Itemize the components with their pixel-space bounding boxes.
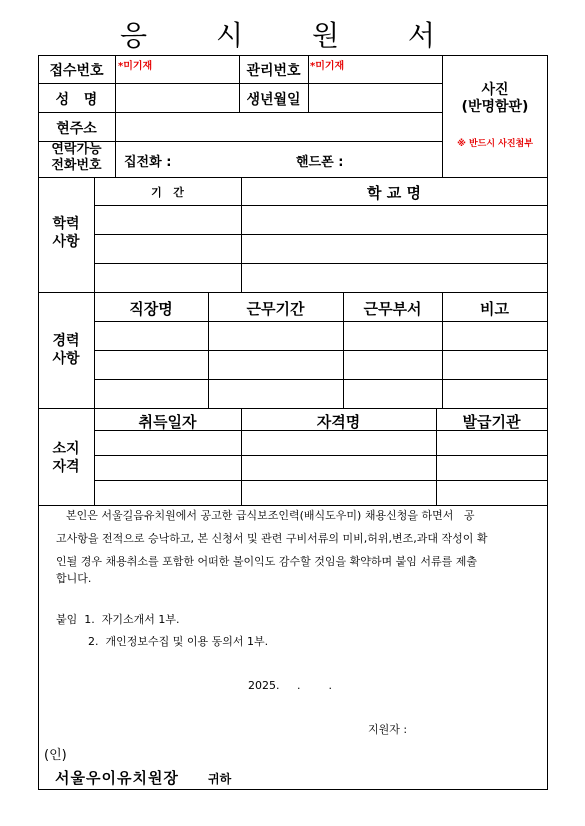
address-label: 현주소 — [56, 121, 97, 137]
date-line: 2025. . . — [248, 679, 332, 692]
declaration-line-1: 본인은 서울길음유치원에서 공고한 급식보조인력(배식도우미) 채용신청을 하면서 공 — [66, 509, 475, 522]
declaration-line-3: 인될 경우 채용취소를 포함한 어떠한 불이익도 감수할 것임을 확약하며 붙임 서류를 제출 — [56, 555, 477, 568]
license-label: 소지 자격 — [52, 441, 80, 475]
education-period-header: 기 간 — [151, 186, 184, 199]
management-no-label: 관리번호 — [246, 63, 301, 79]
address-field[interactable] — [117, 114, 440, 140]
photo-box[interactable]: 사진 (반명함판) — [461, 82, 529, 115]
career-note-header: 비고 — [480, 300, 509, 318]
birth-field[interactable] — [310, 85, 440, 111]
home-phone-label: 집전화 : — [124, 155, 172, 170]
recipient: 서울우이유치원장 — [55, 769, 179, 787]
applicant-label: 지원자 : — [368, 723, 408, 736]
license-issuer-header: 발급기관 — [462, 413, 521, 431]
photo-note: ※ 반드시 사진첨부 — [457, 139, 533, 149]
attachment-1: 붙임 1. 자기소개서 1부. — [56, 613, 180, 626]
declaration-line-4: 합니다. — [56, 572, 92, 585]
declaration-line-2: 고사항을 전적으로 승낙하고, 본 신청서 및 관련 구비서류의 미비,허위,변조,과대 작성이 확 — [56, 532, 488, 545]
form-title: 응 시 원 서 — [120, 19, 465, 52]
name-label: 성 명 — [55, 92, 98, 108]
license-date-header: 취득일자 — [138, 413, 197, 431]
birth-label: 생년월일 — [246, 92, 301, 108]
seal-mark: (인) — [44, 748, 67, 763]
reception-no-label: 접수번호 — [49, 63, 104, 79]
name-field[interactable] — [117, 85, 237, 111]
contact-label: 연락가능 전화번호 — [51, 142, 102, 173]
honorific: 귀하 — [208, 772, 232, 786]
education-label: 학력 사항 — [52, 216, 80, 250]
career-workplace-header: 직장명 — [129, 300, 173, 318]
attachment-2: 2. 개인정보수집 및 이용 동의서 1부. — [88, 635, 269, 648]
career-dept-header: 근무부서 — [363, 300, 422, 318]
mobile-label: 핸드폰 : — [296, 155, 344, 170]
education-school-header: 학 교 명 — [367, 184, 421, 202]
no-write-note: *미기재 — [118, 61, 153, 72]
career-label: 경력 사항 — [52, 333, 80, 367]
career-period-header: 근무기간 — [246, 300, 305, 318]
no-write-note: *미기재 — [310, 61, 345, 72]
license-name-header: 자격명 — [316, 413, 361, 431]
